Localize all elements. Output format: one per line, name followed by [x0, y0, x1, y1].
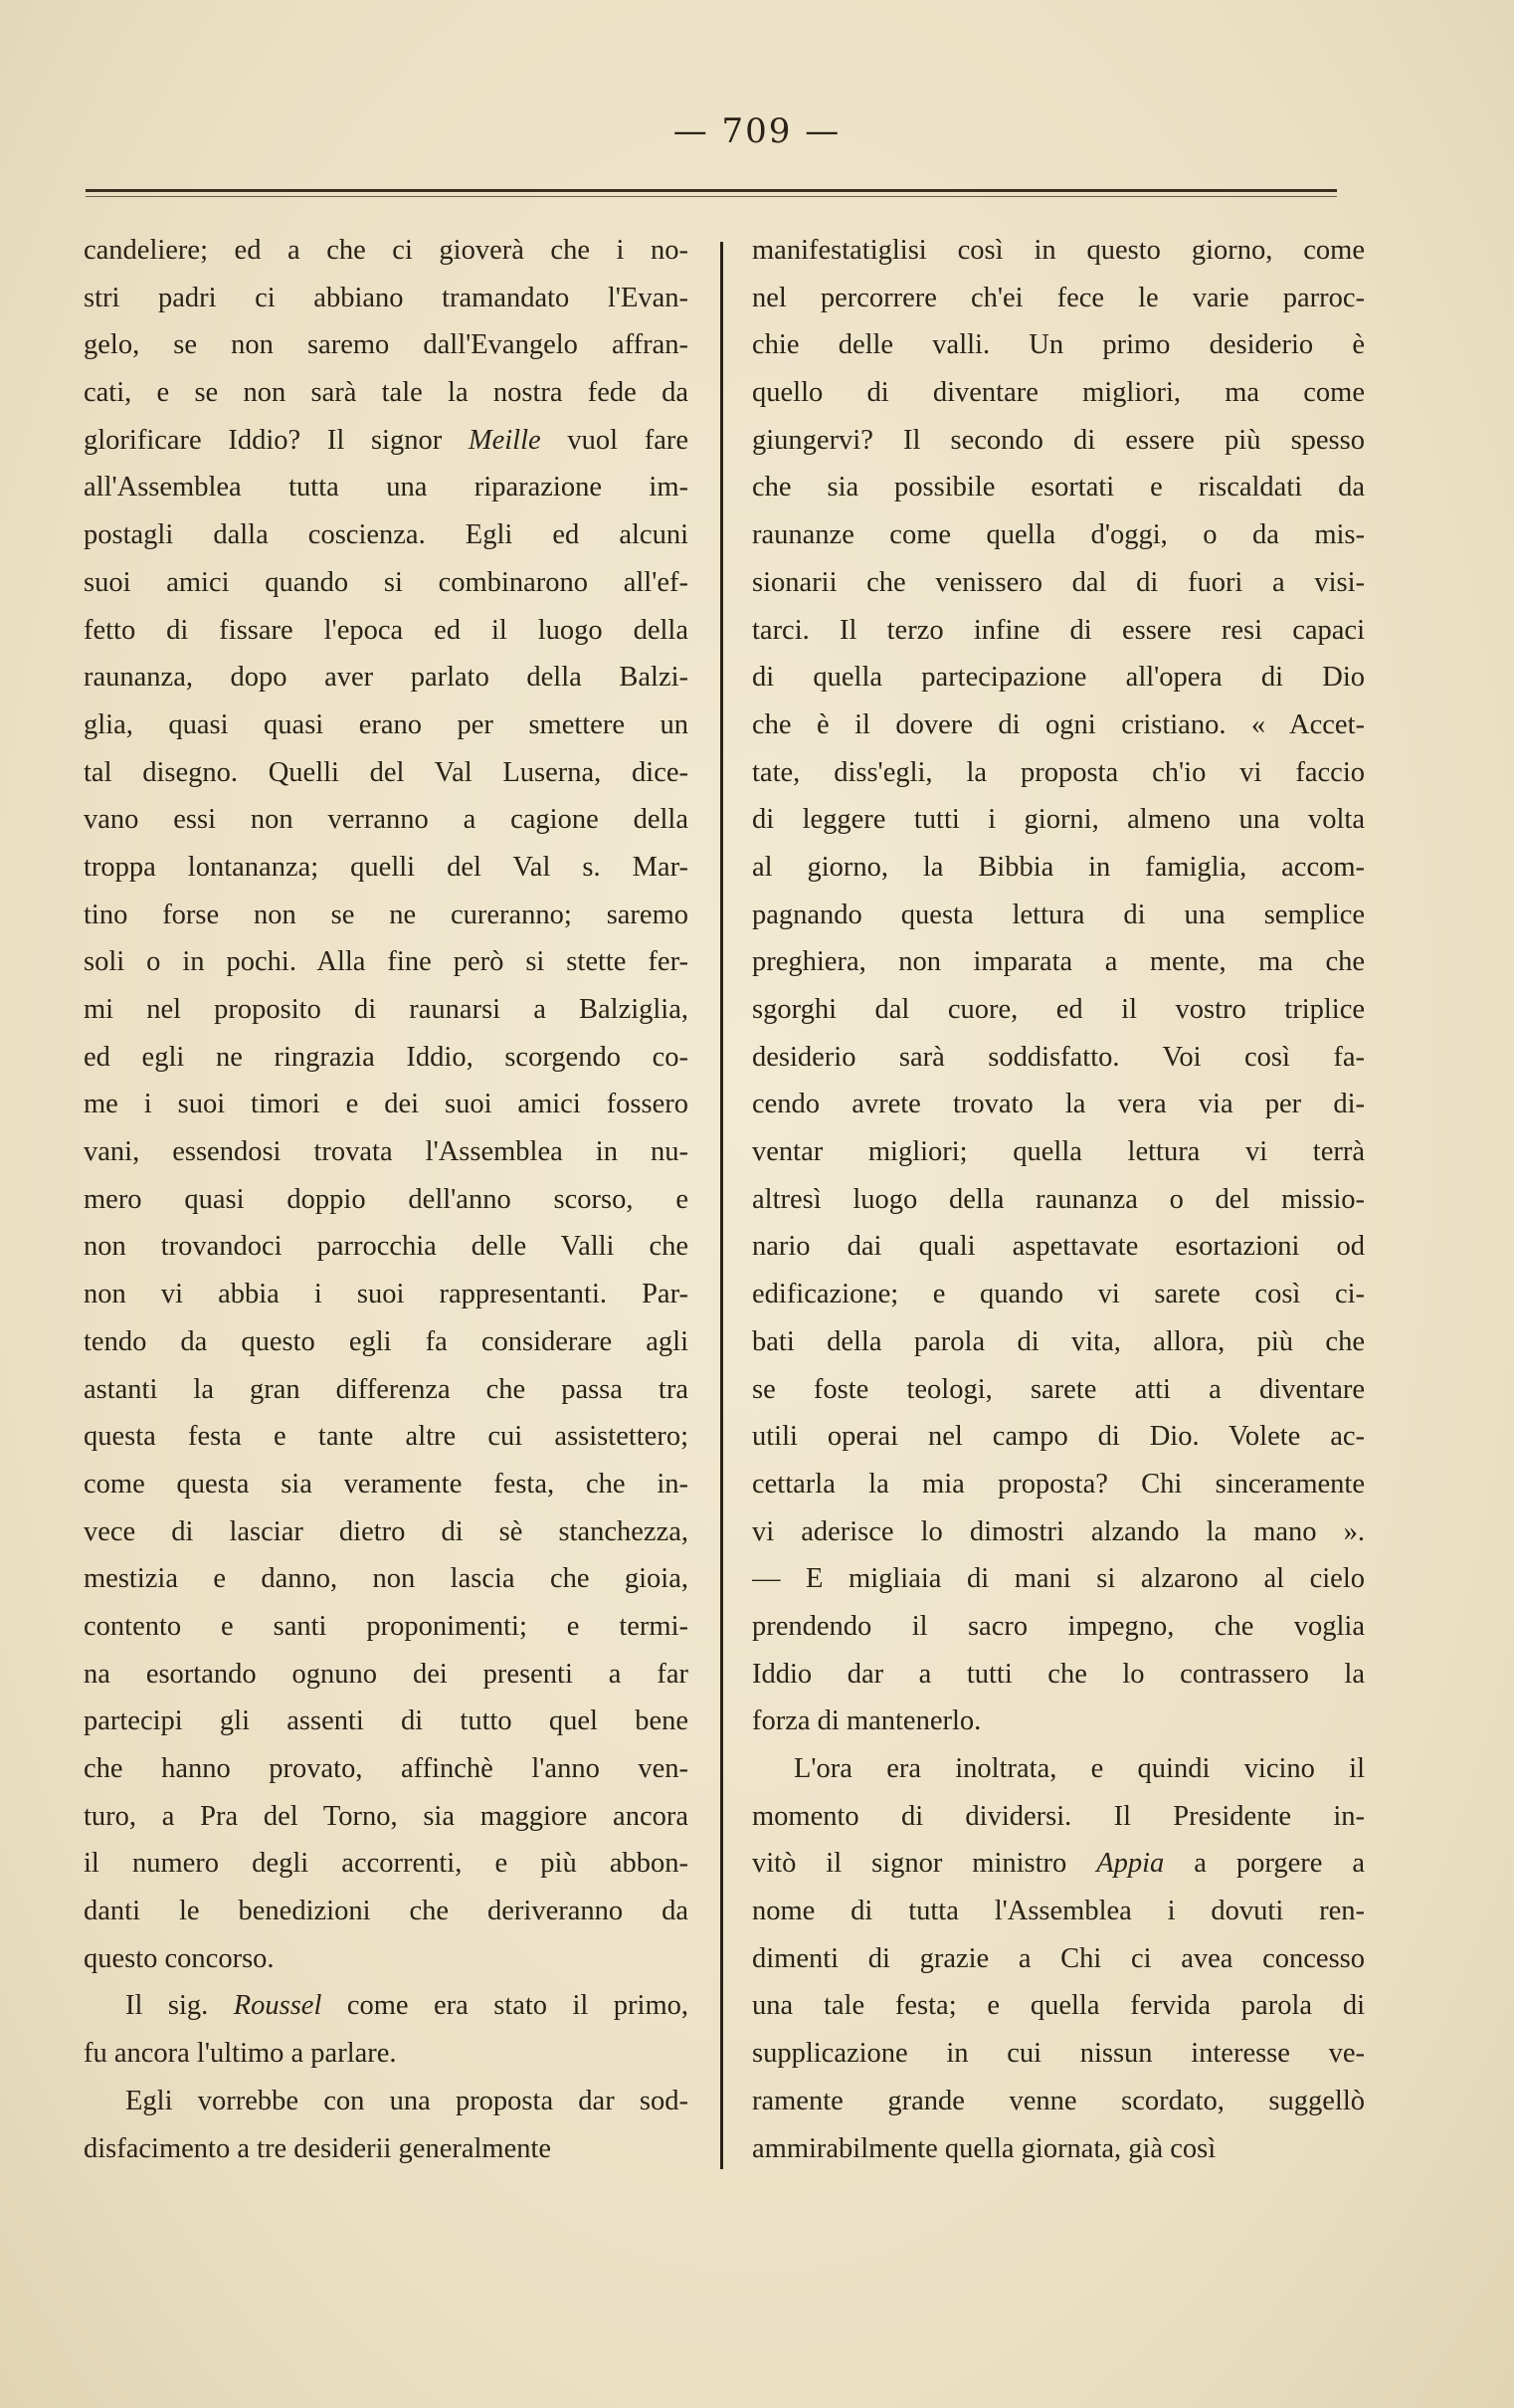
text-line: mestizia e danno, non lascia che gioia,: [84, 1563, 688, 1595]
text-line: L'ora era inoltrata, e quindi vicino il: [794, 1753, 1365, 1784]
text-line: manifestatiglisi così in questo giorno, come: [752, 235, 1365, 266]
text-line: candeliere; ed a che ci gioverà che i no-: [84, 235, 688, 266]
text-line: me i suoi timori e dei suoi amici fossero: [84, 1089, 688, 1120]
text-line: utili operai nel campo di Dio. Volete ac-: [752, 1421, 1365, 1453]
right-column: [752, 227, 1365, 2172]
text-line: raunanza, dopo aver parlato della Balzi-: [84, 662, 688, 694]
text-line: questa festa e tante altre cui assistettero;: [84, 1421, 688, 1453]
text-line: quello di diventare migliori, ma come: [752, 377, 1365, 409]
text-line: contento e santi proponimenti; e termi-: [84, 1610, 688, 1642]
text-line: glia, quasi quasi erano per smettere un: [84, 708, 688, 740]
text-line: bati della parola di vita, allora, più che: [752, 1325, 1365, 1357]
text-line: di quella partecipazione all'opera di Dio: [752, 662, 1365, 694]
text-line: non vi abbia i suoi rappresentanti. Par-: [84, 1279, 688, 1310]
text-line: che sia possibile esortati e riscaldati da: [752, 472, 1365, 503]
text-line: vitò il signor ministro Appia a porgere a: [752, 1848, 1365, 1880]
page-number: — 709 —: [672, 111, 842, 151]
text-line: prendendo il sacro impegno, che voglia: [752, 1610, 1365, 1642]
text-line: di leggere tutti i giorni, almeno una volta: [752, 804, 1365, 836]
text-line: disfacimento a tre desiderii generalmente: [84, 2132, 552, 2164]
text-line: mi nel proposito di raunarsi a Balziglia,: [84, 994, 688, 1025]
text-line: — E migliaia di mani si alzarono al cielo: [752, 1563, 1365, 1595]
text-line: una tale festa; e quella fervida parola di: [752, 1990, 1365, 2022]
text-line: cati, e se non sarà tale la nostra fede da: [84, 377, 688, 409]
text-line: cettarla la mia proposta? Chi sinceramente: [752, 1468, 1365, 1500]
text-line: tino forse non se ne cureranno; saremo: [84, 899, 688, 930]
text-line: astanti la gran differenza che passa tra: [84, 1373, 688, 1405]
text-line: ramente grande venne scordato, suggellò: [752, 2085, 1365, 2116]
text-line: tate, diss'egli, la proposta ch'io vi faccio: [752, 756, 1365, 788]
text-line: momento di dividersi. Il Presidente in-: [752, 1800, 1365, 1832]
text-line: giungervi? Il secondo di essere più spesso: [752, 424, 1365, 456]
text-line: come questa sia veramente festa, che in-: [84, 1468, 688, 1500]
text-line: nome di tutta l'Assemblea i dovuti ren-: [752, 1896, 1365, 1927]
text-line: il numero degli accorrenti, e più abbon-: [84, 1848, 688, 1880]
text-line: supplicazione in cui nissun interesse ve-: [752, 2038, 1365, 2070]
text-line: all'Assemblea tutta una riparazione im-: [84, 472, 688, 503]
text-line: edificazione; e quando vi sarete così ci-: [752, 1279, 1365, 1310]
text-line: se foste teologi, sarete atti a diventare: [752, 1373, 1365, 1405]
text-line: vani, essendosi trovata l'Assemblea in nu-: [84, 1136, 688, 1168]
text-line: turo, a Pra del Torno, sia maggiore ancora: [84, 1800, 688, 1832]
text-line: na esortando ognuno dei presenti a far: [84, 1658, 688, 1690]
text-line: ed egli ne ringrazia Iddio, scorgendo co-: [84, 1041, 688, 1073]
text-line: Iddio dar a tutti che lo contrassero la: [752, 1658, 1365, 1690]
text-line: danti le benedizioni che deriveranno da: [84, 1896, 688, 1927]
text-line: soli o in pochi. Alla fine però si stette fer-: [84, 946, 688, 978]
header-rule-thin: [86, 196, 1337, 197]
text-line: forza di mantenerlo.: [752, 1706, 982, 1737]
text-line: questo concorso.: [84, 1942, 275, 1974]
text-line: suoi amici quando si combinarono all'ef-: [84, 566, 688, 598]
text-line: raunanze come quella d'oggi, o da mis-: [752, 519, 1365, 551]
text-line: vece di lasciar dietro di sè stanchezza,: [84, 1515, 688, 1547]
text-line: Egli vorrebbe con una proposta dar sod-: [125, 2085, 688, 2116]
text-line: sgorghi dal cuore, ed il vostro triplice: [752, 994, 1365, 1025]
text-line: ammirabilmente quella giornata, già così: [752, 2132, 1217, 2164]
text-line: partecipi gli assenti di tutto quel bene: [84, 1706, 688, 1737]
text-line: pagnando questa lettura di una semplice: [752, 899, 1365, 930]
text-line: tal disegno. Quelli del Val Luserna, dice-: [84, 756, 688, 788]
text-line: glorificare Iddio? Il signor Meille vuol fare: [84, 424, 688, 456]
text-line: desiderio sarà soddisfatto. Voi così fa-: [752, 1041, 1365, 1073]
text-line: dimenti di grazie a Chi ci avea concesso: [752, 1942, 1365, 1974]
text-line: mero quasi doppio dell'anno scorso, e: [84, 1183, 688, 1215]
text-line: che è il dovere di ogni cristiano. « Accet-: [752, 708, 1365, 740]
text-line: che hanno provato, affinchè l'anno ven-: [84, 1753, 688, 1784]
text-line: al giorno, la Bibbia in famiglia, accom-: [752, 851, 1365, 883]
text-line: vano essi non verranno a cagione della: [84, 804, 688, 836]
column-separator: [720, 242, 723, 2169]
text-line: stri padri ci abbiano tramandato l'Evan-: [84, 282, 688, 313]
text-line: troppa lontananza; quelli del Val s. Mar-: [84, 851, 688, 883]
text-line: gelo, se non saremo dall'Evangelo affran-: [84, 329, 688, 361]
text-line: tendo da questo egli fa considerare agli: [84, 1325, 688, 1357]
text-line: preghiera, non imparata a mente, ma che: [752, 946, 1365, 978]
text-line: nel percorrere ch'ei fece le varie parroc-: [752, 282, 1365, 313]
text-line: sionarii che venissero dal di fuori a visi-: [752, 566, 1365, 598]
text-line: fetto di fissare l'epoca ed il luogo della: [84, 614, 688, 646]
text-line: tarci. Il terzo infine di essere resi capaci: [752, 614, 1365, 646]
text-line: altresì luogo della raunanza o del missio-: [752, 1183, 1365, 1215]
text-line: fu ancora l'ultimo a parlare.: [84, 2038, 397, 2070]
text-line: nario dai quali aspettavate esortazioni od: [752, 1231, 1365, 1263]
text-line: cendo avrete trovato la vera via per di-: [752, 1089, 1365, 1120]
text-line: chie delle valli. Un primo desiderio è: [752, 329, 1365, 361]
text-line: vi aderisce lo dimostri alzando la mano ».: [752, 1515, 1365, 1547]
text-line: Il sig. Roussel come era stato il primo,: [125, 1990, 688, 2022]
text-line: non trovandoci parrocchia delle Valli che: [84, 1231, 688, 1263]
left-column: [84, 227, 688, 2172]
text-line: postagli dalla coscienza. Egli ed alcuni: [84, 519, 688, 551]
text-line: ventar migliori; quella lettura vi terrà: [752, 1136, 1365, 1168]
header-rule: [86, 189, 1337, 192]
